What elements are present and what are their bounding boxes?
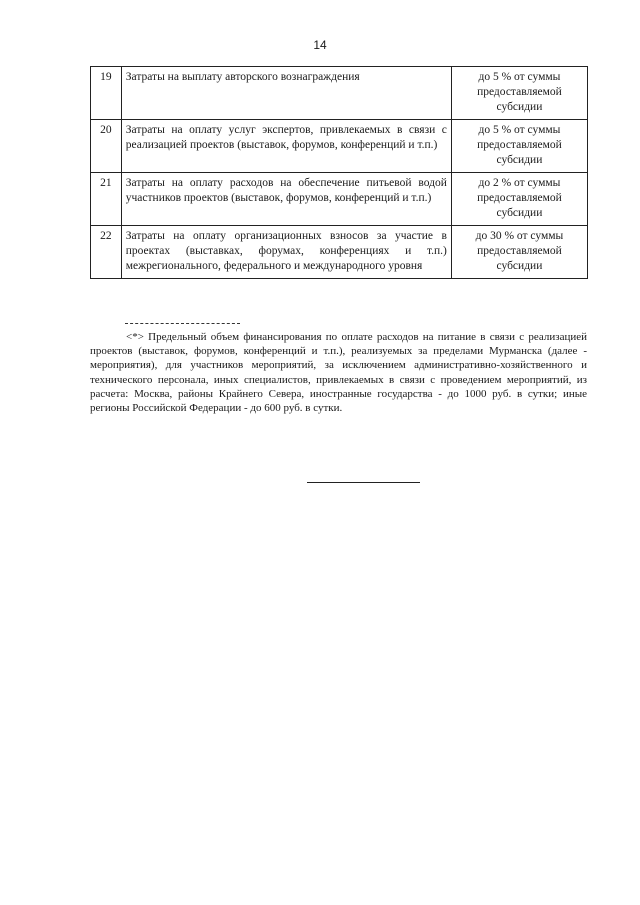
row-limit: до 5 % от суммы предоставляемой субсидии <box>451 120 587 173</box>
footnote-separator <box>125 323 240 324</box>
table-row <box>91 120 588 173</box>
row-number: 19 <box>91 67 122 120</box>
row-number: 21 <box>91 173 122 226</box>
end-of-document-line <box>307 482 420 483</box>
row-number: 20 <box>91 120 122 173</box>
row-limit: до 2 % от суммы предоставляемой субсидии <box>451 173 587 226</box>
costs-table <box>90 66 588 279</box>
page-number: 14 <box>313 38 327 52</box>
row-limit: до 5 % от суммы предоставляемой субсидии <box>451 67 587 120</box>
row-description: Затраты на оплату расходов на обеспечение питьевой водой участников проектов (выставок, форумов, конференций и т.п.) <box>121 173 451 226</box>
table-row <box>91 67 588 120</box>
row-number: 22 <box>91 226 122 279</box>
table-row <box>91 173 588 226</box>
row-description: Затраты на выплату авторского вознаграждения <box>121 67 451 120</box>
row-description: Затраты на оплату организационных взносов за участие в проектах (выставках, форумах, конференциях и т.п.) межрегионального, федерального и международного уровня <box>121 226 451 279</box>
row-limit: до 30 % от суммы предоставляемой субсидии <box>451 226 587 279</box>
footnote: <*> Предельный объем финансирования по оплате расходов на питание в связи с реализацией проектов (выставок, форумов, конференций и т.п.), реализуемых за пределами Мурманска (далее - мероприятия), для участников мероприятий, за исключением административно-хозяйственного и технического персонала, иных специалистов, привлекаемых в связи с проведением мероприятий, из расчета: Москва, районы Крайнего Севера, иностранные государства - до 1000 руб. в сутки; иные регионы Российской Федерации - до 600 руб. в сутки. <box>90 331 587 415</box>
row-description: Затраты на оплату услуг экспертов, привлекаемых в связи с реализацией проектов (выставок, форумов, конференций и т.п.) <box>121 120 451 173</box>
table-row <box>91 226 588 279</box>
